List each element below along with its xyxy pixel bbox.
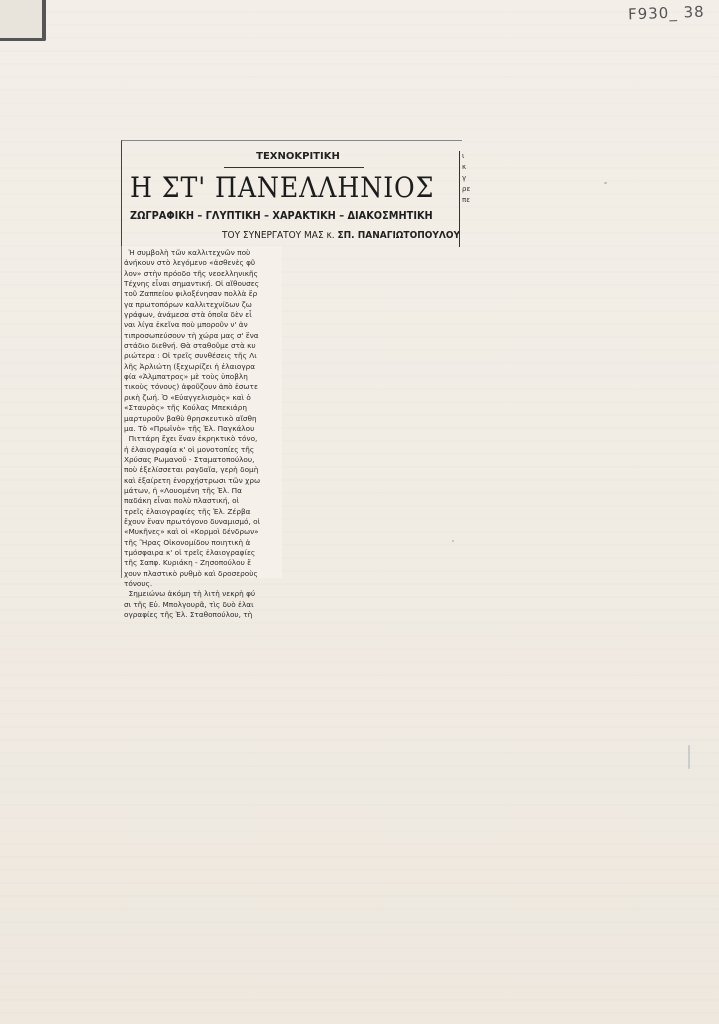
kicker-rule (224, 167, 364, 168)
article-body-column (121, 246, 282, 620)
adjacent-column-text: ι κ γ ρε πε (462, 152, 471, 204)
article-subhead: ΖΩΓΡΑΦΙΚΗ – ΓΛΥΠΤΙΚΗ – ΧΑΡΑΚΤΙΚΗ – ΔΙΑΚΟΣΜΗΤΙΚΗ (130, 210, 433, 222)
article-byline (222, 230, 462, 241)
paper-speck (688, 745, 690, 769)
archive-code: F930_ 38 (628, 2, 706, 24)
article-headline: Η ΣΤ' ΠΑΝΕΛΛΗΝΙΟΣ (130, 171, 435, 204)
article-body: Ἡ συμβολὴ τῶν καλλιτεχνῶν ποὺ ἀνήκουν στὸ λεγόμενο «ἀσθενὲς φῦ λον» στὴν πρόοδο τῆς νεοελληνικῆς Τέχνης εἶναι σημαντική. Οἱ αἴθουσες τοῦ Ζαππείου φιλοξένησαν πολλὰ ἔρ γα πρωτοπόρων καλλιτεχνίδων ζω γράφων, ἀνάμεσα στὰ ὁποῖα δὲν εἶ ναι λίγα ἐκεῖνα ποὺ μποροῦν ν' ἀν τιπροσωπεύσουν τὴ χώρα μας σ' ἕνα στάδιο διεθνή. Θὰ σταθοῦμε στὰ κυ ριώτερα : Οἱ τρεῖς συνθέσεις τῆς Λι λῆς Ἀρλιώτη (ξεχωρίζει ἡ ἐλαιογρα φία «Ἀλμπατρος» μὲ τοὺς ὑποβλη τικοὺς τόνους) ἀφοῦζουν ἀπὸ ἐσωτε ρικὴ ζωή. Ὁ «Εὐαγγελισμὸς» καὶ ὁ «Σταυρὸς» τῆς Κούλας Μπεκιάρη μαρτυροῦν βαθὺ θρησκευτικὸ αἴσθη μα. Τὸ «Πρωϊνὸ» τῆς Ἐλ. Παγκάλου Πιττάρη ἔχει ἕναν ἐκρηκτικὸ τόνο, ἡ ἐλαιογραφία κ' οἱ μονοτοπίες τῆς Χρύσας Ρωμανοῦ - Σταματοπούλου, ποὺ ἐξελίσσεται ραγδαῖα, γερὴ δομὴ καὶ ἐξαίρετη ἐνορχήστρωσι τῶν χρω μάτων, ἡ «Λουομένη τῆς Ἐλ. Πα παδάκη εἶναι πολὺ πλαστική, οἱ τρεῖς ἐλαιογραφίες τῆς Ἐλ. Ζέρβα ἔχουν ἕναν πρωτόγονο δυναμισμό, οἱ «Μυκῆνες» καὶ οἱ «Κορμοὶ δένδρων» τῆς Ἥρας Οἰκονομίδου ποιητικὴ ἀ τμόσφαιρα κ' οἱ τρεῖς ἐλαιογραφίες τῆς Σαπφ. Κυριάκη - Ζησοπούλου ἔ χουν πλαστικὸ ρυθμὸ καὶ δροσεροὺς τόνους. Σημειώνω ἀκόμη τὴ λιτὴ νεκρὴ φύ σι τῆς Εὐ. Μπολγουρᾶ, τὶς δυὸ ἐλαι ογραφίες τῆς Ἐλ. Σταθοπούλου, τὴ (124, 248, 261, 620)
corner-tab-mark (0, 0, 46, 41)
byline-prefix: ΤΟΥ ΣΥΝΕΡΓΑΤΟΥ ΜΑΣ κ. (222, 230, 335, 241)
paper-speck (604, 182, 607, 184)
adjacent-column-fragment (459, 151, 470, 247)
paper-speck (452, 540, 454, 542)
byline-name: ΣΠ. ΠΑΝΑΓΙΩΤΟΠΟΥΛΟΥ (337, 230, 461, 241)
clipping-header (121, 140, 471, 247)
section-kicker: ΤΕΧΝΟΚΡΙΤΙΚΗ (256, 151, 340, 162)
